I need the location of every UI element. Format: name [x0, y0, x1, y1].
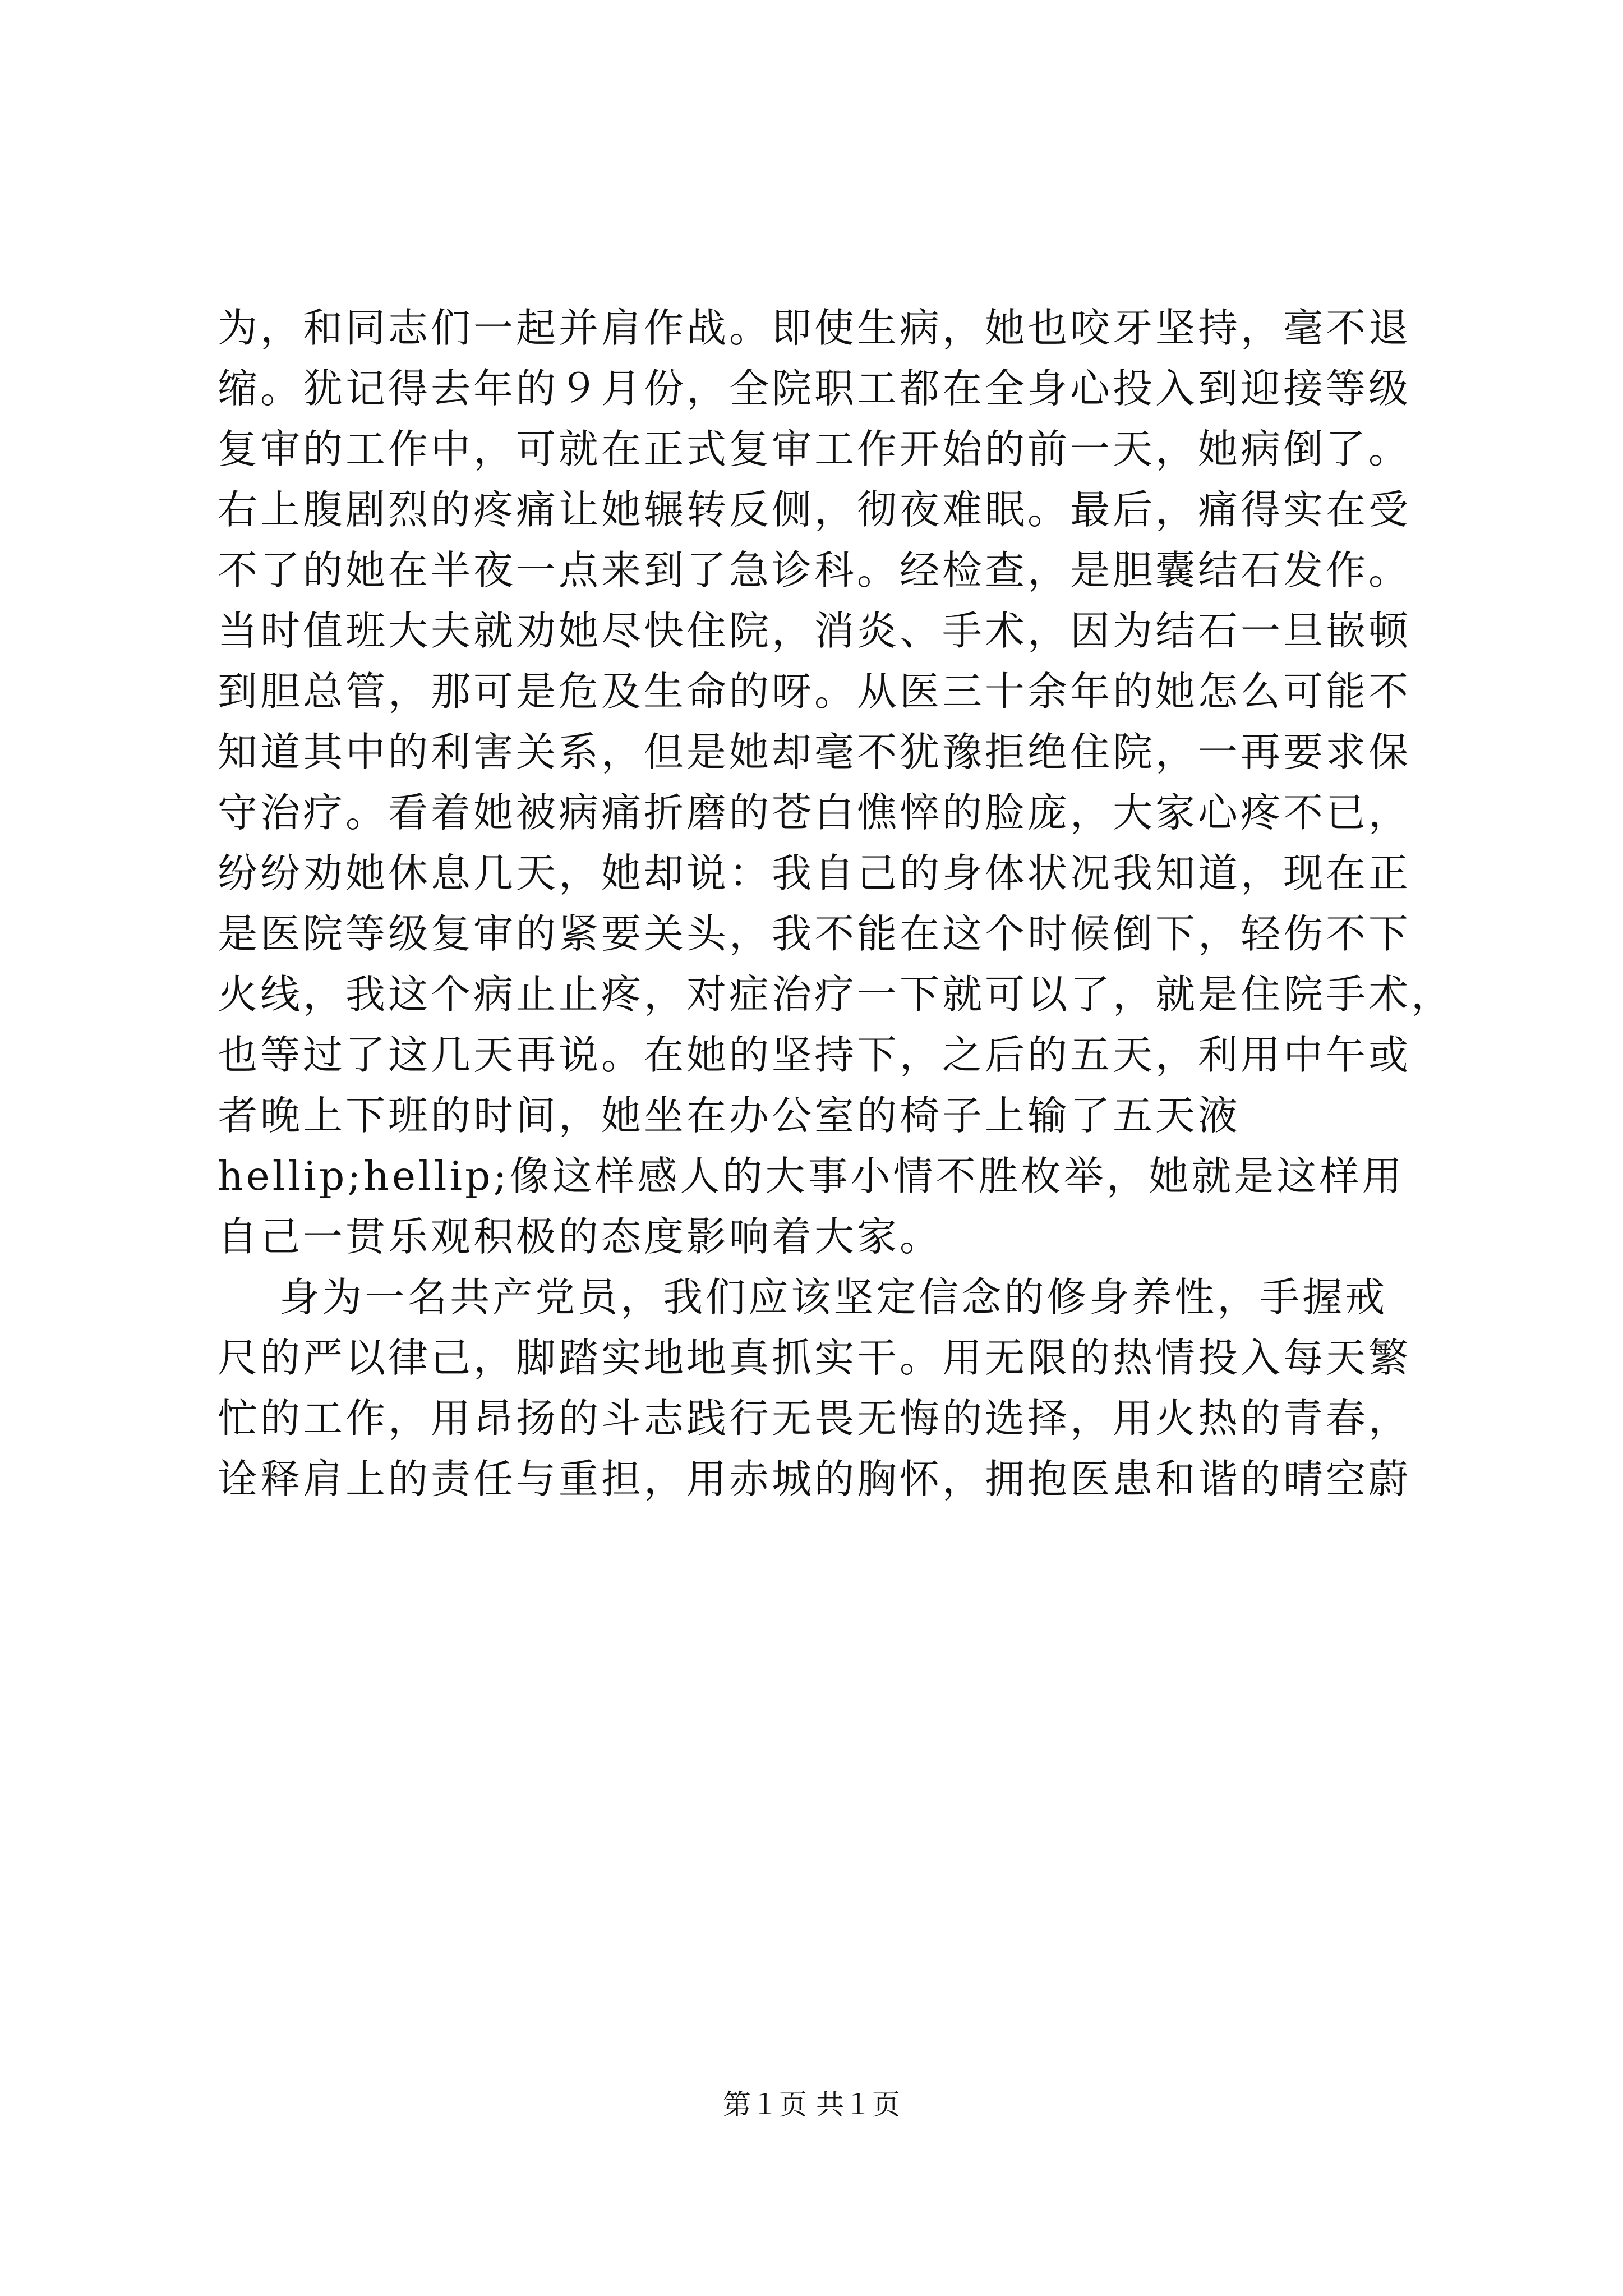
text-line: 右上腹剧烈的疼痛让她辗转反侧，彻夜难眠。最后，痛得实在受: [218, 486, 1412, 533]
text-line: 忙的工作，用昂扬的斗志践行无畏无悔的选择，用火热的青春，: [218, 1395, 1412, 1442]
page-number-footer: 第１页 共１页: [723, 2088, 900, 2121]
text-line: 者晚上下班的时间，她坐在办公室的椅子上输了五天液: [218, 1092, 1241, 1139]
text-line: 知道其中的利害关系，但是她却毫不犹豫拒绝住院，一再要求保: [218, 729, 1412, 775]
text-line: 是医院等级复审的紧要关头，我不能在这个时候倒下，轻伤不下: [218, 910, 1412, 957]
text-line: 也等过了这几天再说。在她的坚持下，之后的五天，利用中午或: [218, 1032, 1412, 1078]
text-line: 不了的她在半夜一点来到了急诊科。经检查，是胆囊结石发作。: [218, 547, 1412, 593]
text-line: 纷纷劝她休息几天，她却说：我自己的身体状况我知道，现在正: [218, 850, 1412, 896]
text-line: 当时值班大夫就劝她尽快住院，消炎、手术，因为结石一旦嵌顿: [218, 608, 1412, 654]
text-line: 自己一贯乐观积极的态度影响着大家。: [218, 1213, 943, 1260]
text-line: 缩。犹记得去年的９月份，全院职工都在全身心投入到迎接等级: [218, 365, 1412, 412]
text-line: 复审的工作中，可就在正式复审工作开始的前一天，她病倒了。: [218, 426, 1412, 472]
text-line: 火线，我这个病止止疼，对症治疗一下就可以了，就是住院手术，: [218, 971, 1454, 1018]
text-line: 为，和同志们一起并肩作战。即使生病，她也咬牙坚持，毫不退: [218, 305, 1412, 351]
text-line: 到胆总管，那可是危及生命的呀。从医三十余年的她怎么可能不: [218, 668, 1412, 715]
text-line: hellip;hellip;像这样感人的大事小情不胜枚举，她就是这样用: [218, 1153, 1405, 1199]
text-line: 身为一名共产党员，我们应该坚定信念的修身养性，手握戒: [218, 1274, 1388, 1320]
text-line: 尺的严以律己，脚踏实地地真抓实干。用无限的热情投入每天繁: [218, 1335, 1412, 1381]
text-line: 守治疗。看着她被病痛折磨的苍白憔悴的脸庞，大家心疼不已，: [218, 789, 1412, 836]
text-line: 诠释肩上的责任与重担，用赤城的胸怀，拥抱医患和谐的晴空蔚: [218, 1456, 1412, 1502]
